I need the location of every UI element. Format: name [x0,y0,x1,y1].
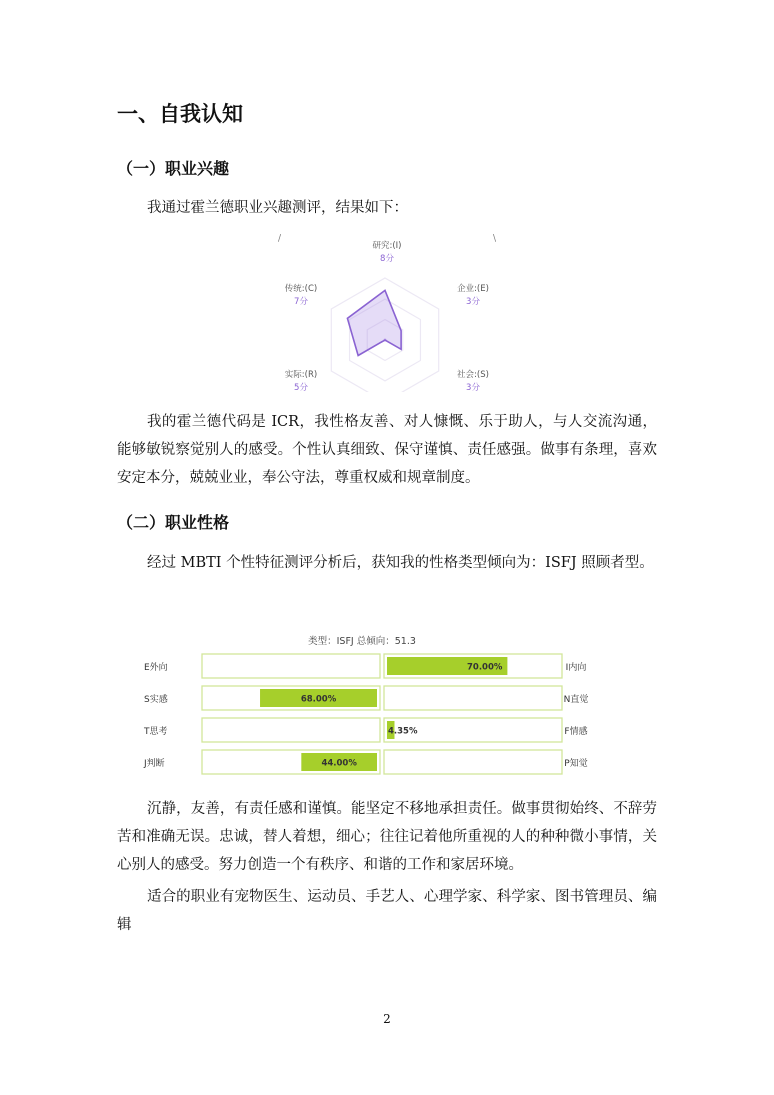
page-number: 2 [383,1012,391,1026]
mbti-bar-chart [130,628,590,776]
mbti-right-track [384,686,562,710]
mbti-left-label: E外向 [144,663,168,673]
radar-axis-label: 传统:(C) [284,284,318,294]
mbti-row [143,718,588,742]
mbti-row [144,654,586,678]
mbti-right-label: N直觉 [563,695,589,705]
crop-mark: / [278,234,282,244]
mbti-right-track [384,750,562,774]
mbti-left-track [202,718,380,742]
radar-score-label: 7分 [294,297,308,307]
section-title-interest: （一）职业兴趣 [117,159,230,178]
mbti-value-label: 44.00% [321,758,357,769]
mbti-right-label: I内向 [565,663,587,673]
mbti-left-track [202,654,380,678]
radar-data-polygon [347,290,401,355]
mbti-right-label: F情感 [564,727,588,737]
section-title-personality: （二）职业性格 [117,513,230,532]
radar-score-label: 8分 [380,254,394,264]
mbti-value-label: 68.00% [300,694,337,705]
personality-intro: 经过 MBTI 个性特征测评分析后，获知我的性格类型倾向为：ISFJ 照顾者型。 [147,555,654,571]
mbti-right-label: P知觉 [564,759,588,769]
career-suggestions: 适合的职业有宠物医生、运动员、手艺人、心理学家、科学家、图书管理员、编辑 [117,889,657,933]
radar-score-label: 3分 [466,383,480,392]
page-heading: 一、自我认知 [117,102,243,126]
radar-score-label: 3分 [466,297,480,307]
mbti-value-label: 4.35% [388,726,418,737]
mbti-row [143,750,588,774]
radar-axis-label: 实际:(R) [284,370,318,380]
radar-axis-label: 研究:(I) [372,241,402,251]
mbti-left-label: J判断 [144,759,165,769]
radar-axis-label: 社会:(S) [457,370,489,380]
mbti-value-label: 70.00% [466,662,503,673]
mbti-row [144,686,588,710]
personality-description: 沉静，友善，有责任感和谨慎。能坚定不移地承担责任。做事贯彻始终、不辞劳苦和准确无误。忠诚，替人着想，细心；往往记着他所重视的人的种种微小事情，关心别人的感受。努力创造一个有秩序、和谐的工作和家居环境。 [117,801,657,873]
crop-mark: \ [493,234,497,244]
interest-description: 我的霍兰德代码是 ICR，我性格友善、对人慷慨、乐于助人，与人交流沟通，能够敏锐察觉别人的感受。个性认真细致、保守谨慎、责任感强。做事有条理，喜欢安定本分，兢兢业业，奉公守法，尊重权威和规章制度。 [117,414,657,486]
chart-title: 类型：ISFJ 总倾向：51.3 [308,636,416,647]
holland-radar-chart [270,232,510,392]
mbti-left-label: S实感 [144,695,168,705]
radar-axis-label: 企业:(E) [457,284,489,294]
interest-intro: 我通过霍兰德职业兴趣测评，结果如下： [147,200,408,216]
radar-score-label: 5分 [294,383,308,392]
mbti-left-label: T思考 [144,727,168,737]
